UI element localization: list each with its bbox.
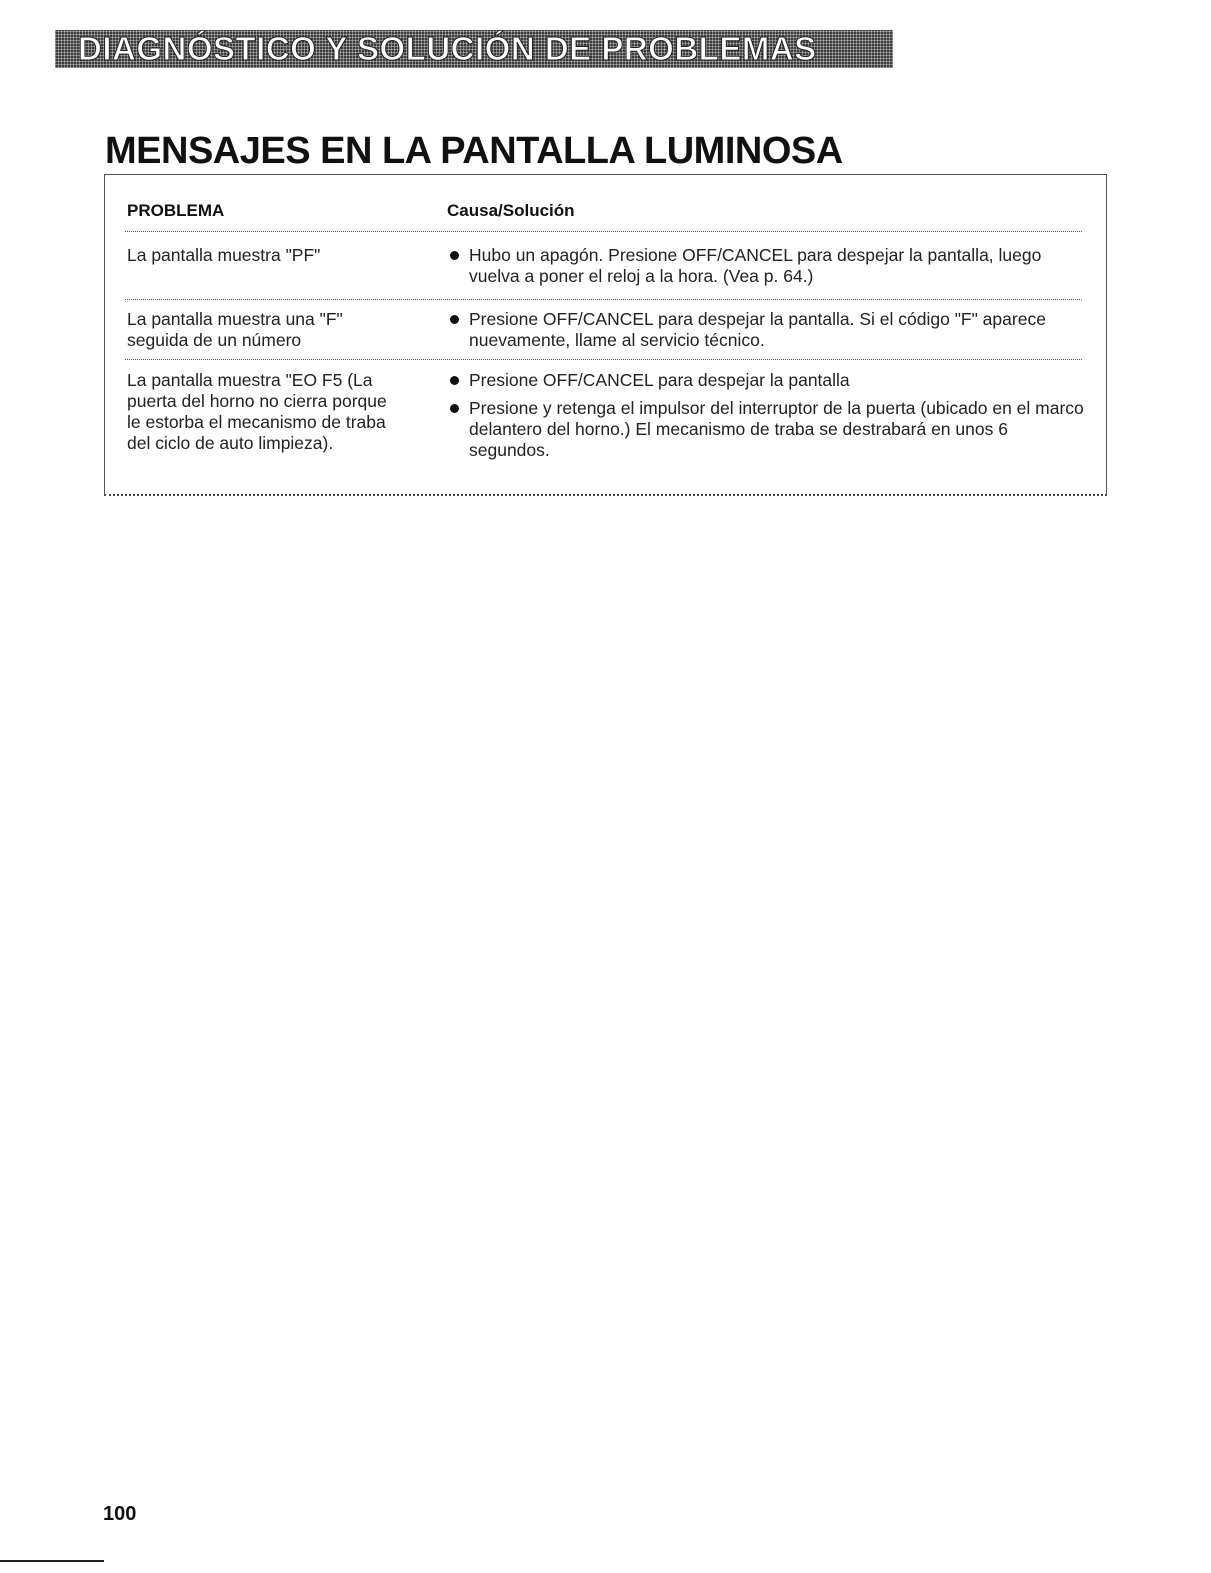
- problem-cell: La pantalla muestra "PF": [127, 245, 321, 265]
- cause-item: [448, 370, 1088, 391]
- bullet-icon: [450, 404, 459, 413]
- footer-divider: [0, 1560, 104, 1562]
- troubleshooting-table: [104, 174, 1107, 496]
- cause-text: Hubo un apagón. Presione OFF/CANCEL para despejar la pantalla, luego vuelva a poner el reloj a la hora. (Vea p. 64.): [469, 245, 1042, 286]
- section-banner: [55, 30, 893, 68]
- bullet-icon: [450, 315, 459, 324]
- row-divider: [125, 299, 1082, 300]
- row-divider: [125, 359, 1082, 360]
- page-number: 100: [103, 1503, 137, 1525]
- page-title: MENSAJES EN LA PANTALLA LUMINOSA: [105, 130, 843, 172]
- banner-title: DIAGNÓSTICO Y SOLUCIÓN DE PROBLEMAS: [78, 30, 817, 67]
- cause-item: [448, 245, 1088, 287]
- cause-text: Presione y retenga el impulsor del interruptor de la puerta (ubicado en el marco delantero del horno.) El mecanismo de traba se destrabará en unos 6 segundos.: [469, 398, 1084, 460]
- column-header-problem: PROBLEMA: [127, 201, 225, 220]
- column-header-cause: Causa/Solución: [447, 201, 575, 220]
- cause-text: Presione OFF/CANCEL para despejar la pantalla. Si el código "F" aparece nuevamente, llame al servicio técnico.: [469, 309, 1046, 350]
- cause-item: [448, 309, 1088, 351]
- problem-cell: La pantalla muestra una "F" seguida de un número: [127, 309, 343, 350]
- cause-list: [448, 370, 1088, 461]
- bullet-icon: [450, 251, 459, 260]
- cause-text: Presione OFF/CANCEL para despejar la pantalla: [469, 370, 850, 390]
- problem-cell: La pantalla muestra "EO F5 (La puerta del horno no cierra porque le estorba el mecanismo de traba del ciclo de auto limpieza).: [127, 370, 387, 453]
- cause-item: [448, 398, 1088, 461]
- cause-list: [448, 245, 1088, 287]
- header-divider: [125, 231, 1082, 232]
- bullet-icon: [450, 376, 459, 385]
- cause-list: [448, 309, 1088, 351]
